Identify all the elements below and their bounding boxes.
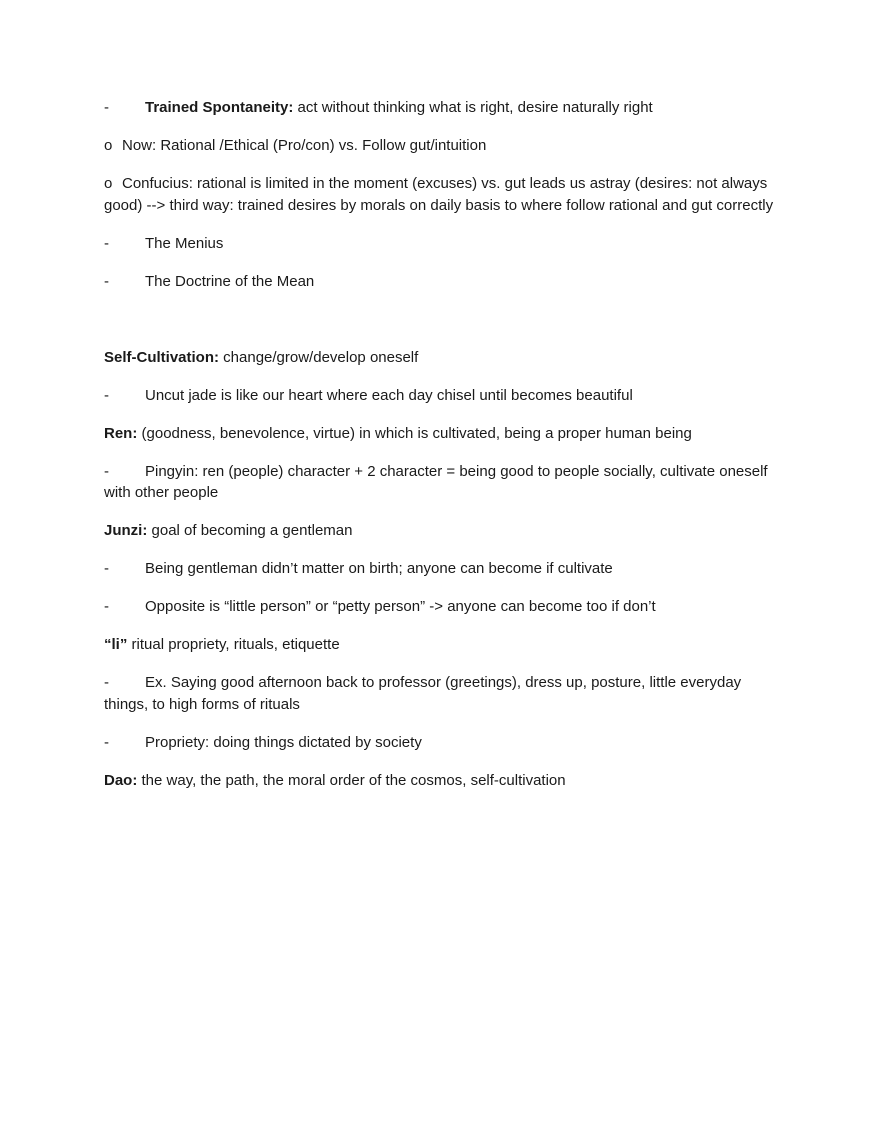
bullet-item-the-menius bbox=[104, 233, 776, 255]
paragraph-text: the way, the path, the moral order of the cosmos, self-cultivation bbox=[137, 771, 566, 789]
dash-bullet: - bbox=[104, 598, 109, 615]
circle-bullet: o bbox=[104, 175, 113, 192]
bullet-item-ex-saying-good-afternoon bbox=[104, 672, 776, 715]
paragraph-text: act without thinking what is right, desire naturally right bbox=[293, 99, 653, 116]
term-label: Dao: bbox=[104, 771, 138, 789]
bullet-item-doctrine-of-the-mean bbox=[104, 271, 776, 293]
dash-bullet: - bbox=[104, 733, 109, 751]
term-label: Trained Spontaneity: bbox=[145, 99, 294, 116]
paragraph-text: (goodness, benevolence, virtue) in which is cultivated, being a proper human being bbox=[137, 424, 692, 442]
paragraph-text: The Menius bbox=[145, 234, 224, 252]
bullet-item-uncut-jade bbox=[104, 385, 776, 407]
paragraph-text: change/grow/develop oneself bbox=[219, 348, 419, 366]
paragraph-text: goal of becoming a gentleman bbox=[147, 522, 353, 539]
paragraph-text: Propriety: doing things dictated by society bbox=[145, 733, 422, 751]
term-ren bbox=[104, 423, 776, 445]
paragraph-text: Ex. Saying good afternoon back to professor (greetings), dress up, posture, little everyday things, to high forms of rituals bbox=[104, 674, 742, 713]
sub-bullet-confucius-rational bbox=[104, 173, 776, 216]
bullet-item-pingyin bbox=[104, 461, 776, 504]
blank-line bbox=[104, 309, 776, 331]
paragraph-text: Confucius: rational is limited in the moment (excuses) vs. gut leads us astray (desires: not always good) --> third way: trained desires by morals on daily basis to where follow rational and gut correctly bbox=[104, 175, 774, 214]
term-junzi bbox=[104, 520, 776, 542]
term-label: Ren: bbox=[104, 424, 138, 442]
paragraph-text: Uncut jade is like our heart where each day chisel until becomes beautiful bbox=[145, 386, 633, 404]
sub-bullet-now-rational bbox=[104, 135, 776, 157]
paragraph-text: Now: Rational /Ethical (Pro/con) vs. Follow gut/intuition bbox=[122, 137, 487, 154]
bullet-item-propriety bbox=[104, 732, 776, 754]
term-li bbox=[104, 634, 776, 656]
term-label: Self-Cultivation: bbox=[104, 348, 219, 366]
dash-bullet: - bbox=[104, 560, 109, 577]
dash-bullet: - bbox=[104, 272, 109, 290]
paragraph-text: Opposite is “little person” or “petty person” -> anyone can become too if don’t bbox=[145, 598, 656, 615]
bullet-item-trained-spontaneity bbox=[104, 97, 776, 119]
term-label: “li” bbox=[104, 636, 128, 653]
bullet-item-being-gentleman bbox=[104, 558, 776, 580]
circle-bullet: o bbox=[104, 137, 113, 154]
dash-bullet: - bbox=[104, 99, 109, 116]
bullet-item-opposite-little-person bbox=[104, 596, 776, 618]
dash-bullet: - bbox=[104, 234, 109, 252]
dash-bullet: - bbox=[104, 674, 109, 691]
paragraph-text: ritual propriety, rituals, etiquette bbox=[127, 636, 340, 653]
paragraph-text: Being gentleman didn’t matter on birth; anyone can become if cultivate bbox=[145, 560, 613, 577]
dash-bullet: - bbox=[104, 462, 109, 480]
paragraph-text: The Doctrine of the Mean bbox=[145, 272, 315, 290]
paragraph-text: Pingyin: ren (people) character + 2 character = being good to people socially, cultivate oneself with other people bbox=[104, 462, 768, 501]
term-dao bbox=[104, 770, 776, 792]
term-self-cultivation bbox=[104, 347, 776, 369]
term-label: Junzi: bbox=[104, 522, 148, 539]
dash-bullet: - bbox=[104, 386, 109, 404]
